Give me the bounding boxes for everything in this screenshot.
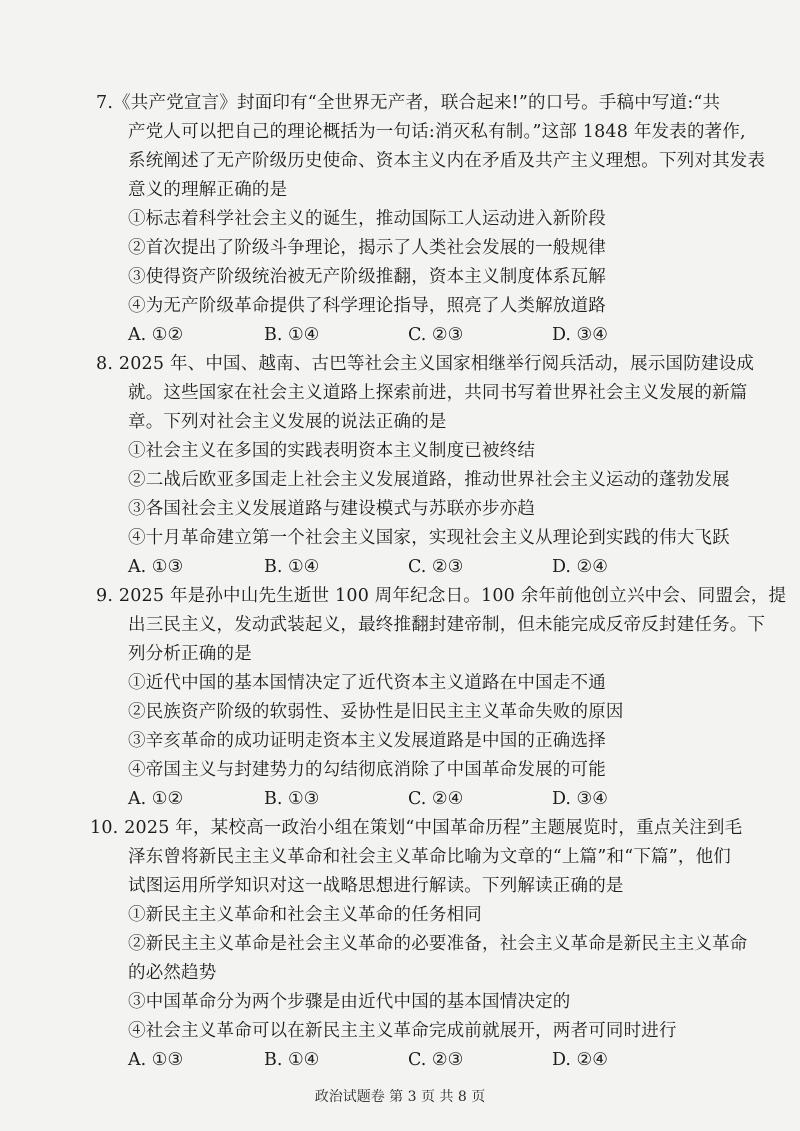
option-d[interactable]: D. ②④ [552,1050,608,1070]
question-7-item-1: ①标志着科学社会主义的诞生，推动国际工人运动进入新阶段 [128,209,606,229]
question-7-stem-line: 意义的理解正确的是 [128,180,288,200]
option-c[interactable]: C. ②③ [408,325,464,345]
question-10-stem-line: 试图运用所学知识对这一战略思想进行解读。下列解读正确的是 [128,876,624,896]
question-10-stem-line: 10. 2025 年，某校高一政治小组在策划“中国革命历程”主题展览时，重点关注到毛 [90,818,743,838]
question-8-item-2: ②二战后欧亚多国走上社会主义发展道路，推动世界社会主义运动的蓬勃发展 [128,470,730,490]
question-7-item-4: ④为无产阶级革命提供了科学理论指导，照亮了人类解放道路 [128,296,606,316]
option-c[interactable]: C. ②④ [408,789,464,809]
question-10-stem-line: 泽东曾将新民主主义革命和社会主义革命比喻为文章的“上篇”和“下篇”，他们 [128,847,731,867]
question-8-stem-line: 章。下列对社会主义发展的说法正确的是 [128,412,447,432]
question-9-item-2: ②民族资产阶级的软弱性、妥协性是旧民主主义革命失败的原因 [128,702,624,722]
option-b[interactable]: B. ①③ [264,789,320,809]
option-a[interactable]: A. ①② [128,789,184,809]
option-a[interactable]: A. ①③ [128,1050,184,1070]
question-7-item-2: ②首次提出了阶级斗争理论，揭示了人类社会发展的一般规律 [128,238,606,258]
question-8-stem-line: 8. 2025 年、中国、越南、古巴等社会主义国家相继举行阅兵活动，展示国防建设成 [96,354,755,374]
question-8-item-4: ④十月革命建立第一个社会主义国家，实现社会主义从理论到实践的伟大飞跃 [128,528,730,548]
option-a[interactable]: A. ①② [128,325,184,345]
question-9-stem-line: 出三民主义，发动武装起义，最终推翻封建帝制，但未能完成反帝反封建任务。下 [128,615,766,635]
option-c[interactable]: C. ②③ [408,1050,464,1070]
question-10-item-3: ③中国革命分为两个步骤是由近代中国的基本国情决定的 [128,992,571,1012]
question-8-item-1: ①社会主义在多国的实践表明资本主义制度已被终结 [128,441,536,461]
question-9-item-1: ①近代中国的基本国情决定了近代资本主义道路在中国走不通 [128,673,606,693]
option-d[interactable]: D. ③④ [552,325,608,345]
option-c[interactable]: C. ②③ [408,557,464,577]
question-7-stem-line: 系统阐述了无产阶级历史使命、资本主义内在矛盾及共产主义理想。下列对其发表 [128,151,766,171]
question-9-item-4: ④帝国主义与封建势力的勾结彻底消除了中国革命发展的可能 [128,760,606,780]
option-d[interactable]: D. ③④ [552,789,608,809]
option-a[interactable]: A. ①③ [128,557,184,577]
question-10-item-2-cont: 的必然趋势 [128,963,217,983]
question-9-stem-line: 9. 2025 年是孙中山先生逝世 100 周年纪念日。100 余年前他创立兴中会、同盟会，提 [96,586,787,606]
question-7-stem-line: 7.《共产党宣言》封面印有“全世界无产者，联合起来!”的口号。手稿中写道:“共 [96,93,721,113]
question-9-item-3: ③辛亥革命的成功证明走资本主义发展道路是中国的正确选择 [128,731,606,751]
question-7-item-3: ③使得资产阶级统治被无产阶级推翻，资本主义制度体系瓦解 [128,267,606,287]
option-d[interactable]: D. ②④ [552,557,608,577]
question-9-stem-line: 列分析正确的是 [128,644,252,664]
question-10-item-1: ①新民主主义革命和社会主义革命的任务相同 [128,905,482,925]
question-8-stem-line: 就。这些国家在社会主义道路上探索前进，共同书写着世界社会主义发展的新篇 [128,383,748,403]
option-b[interactable]: B. ①④ [264,325,320,345]
question-8-item-3: ③各国社会主义发展道路与建设模式与苏联亦步亦趋 [128,499,536,519]
question-10-item-2: ②新民主主义革命是社会主义革命的必要准备，社会主义革命是新民主主义革命 [128,934,748,954]
option-b[interactable]: B. ①④ [264,557,320,577]
option-b[interactable]: B. ①④ [264,1050,320,1070]
page-footer: 政治试题卷 第 3 页 共 8 页 [314,1089,486,1105]
question-7-stem-line: 产党人可以把自己的理论概括为一句话:消灭私有制。”这部 1848 年发表的著作, [128,122,746,142]
question-10-item-4: ④社会主义革命可以在新民主主义革命完成前就展开，两者可同时进行 [128,1021,677,1041]
